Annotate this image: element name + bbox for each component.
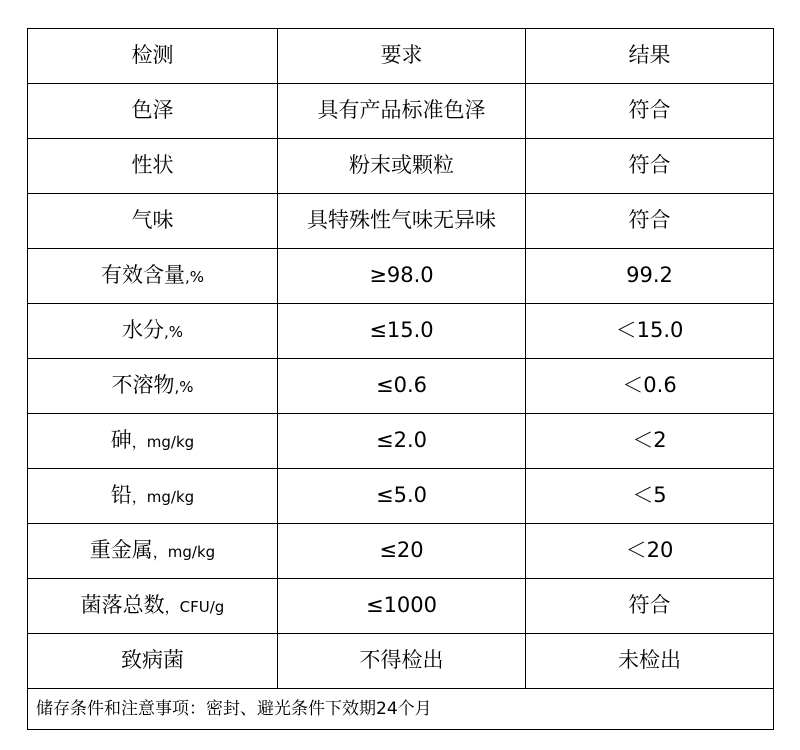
cell-item (28, 194, 278, 249)
item-name: 性状 (131, 153, 174, 178)
cell-item (28, 139, 278, 194)
cell-item (28, 414, 278, 469)
table-row (28, 579, 774, 634)
item-name: 重金属 (89, 538, 153, 563)
cell-item (28, 579, 278, 634)
cell-item (28, 359, 278, 414)
cell-item (28, 84, 278, 139)
item-name: 砷 (110, 428, 132, 453)
item-unit: ,% (174, 378, 194, 397)
cell-requirement: 粉末或颗粒 (278, 139, 526, 194)
specification-table (27, 28, 774, 730)
item-name: 水分 (121, 318, 164, 343)
item-unit: ，mg/kg (152, 543, 216, 562)
cell-requirement: ≤5.0 (278, 469, 526, 524)
item-name: 致病菌 (121, 648, 184, 673)
item-unit: ,% (184, 268, 205, 287)
cell-result: ＜5 (526, 469, 774, 524)
item-unit: ，mg/kg (131, 433, 195, 452)
cell-result: 未检出 (526, 634, 774, 689)
cell-requirement: ≥98.0 (278, 249, 526, 304)
table-row (28, 304, 774, 359)
item-name: 铅 (110, 483, 132, 508)
table-row (28, 84, 774, 139)
cell-result: ＜0.6 (526, 359, 774, 414)
item-unit: ,% (163, 323, 184, 342)
cell-requirement: 具有产品标准色泽 (278, 84, 526, 139)
cell-requirement: ≤0.6 (278, 359, 526, 414)
cell-result: 符合 (526, 194, 774, 249)
item-name: 不溶物 (111, 373, 175, 398)
cell-requirement: ≤15.0 (278, 304, 526, 359)
item-name: 菌落总数 (80, 593, 165, 618)
table-row (28, 359, 774, 414)
cell-result: 符合 (526, 579, 774, 634)
cell-item (28, 304, 278, 359)
table-row (28, 634, 774, 689)
storage-note: 储存条件和注意事项：密封、避光条件下效期24个月 (28, 689, 774, 730)
cell-result: 符合 (526, 84, 774, 139)
header-cell-result: 结果 (526, 29, 774, 84)
table-header-row (28, 29, 774, 84)
cell-requirement: 具特殊性气味无异味 (278, 194, 526, 249)
header-cell-requirement: 要求 (278, 29, 526, 84)
cell-result: ＜15.0 (526, 304, 774, 359)
item-name: 有效含量 (100, 263, 185, 288)
cell-result: 99.2 (526, 249, 774, 304)
cell-requirement: 不得检出 (278, 634, 526, 689)
cell-result: ＜2 (526, 414, 774, 469)
item-unit: ，mg/kg (131, 488, 195, 507)
table-row (28, 469, 774, 524)
cell-item (28, 249, 278, 304)
cell-result: 符合 (526, 139, 774, 194)
table-row (28, 194, 774, 249)
table-row (28, 414, 774, 469)
cell-requirement: ≤20 (278, 524, 526, 579)
item-name: 气味 (131, 208, 174, 233)
table-row (28, 139, 774, 194)
table-row (28, 524, 774, 579)
cell-item (28, 469, 278, 524)
item-name: 色泽 (131, 98, 174, 123)
header-cell-item: 检测 (28, 29, 278, 84)
cell-result: ＜20 (526, 524, 774, 579)
cell-item (28, 524, 278, 579)
cell-requirement: ≤2.0 (278, 414, 526, 469)
cell-requirement: ≤1000 (278, 579, 526, 634)
item-unit: ，CFU/g (164, 598, 225, 617)
cell-item (28, 634, 278, 689)
table-row (28, 249, 774, 304)
table-note-row (28, 689, 774, 730)
